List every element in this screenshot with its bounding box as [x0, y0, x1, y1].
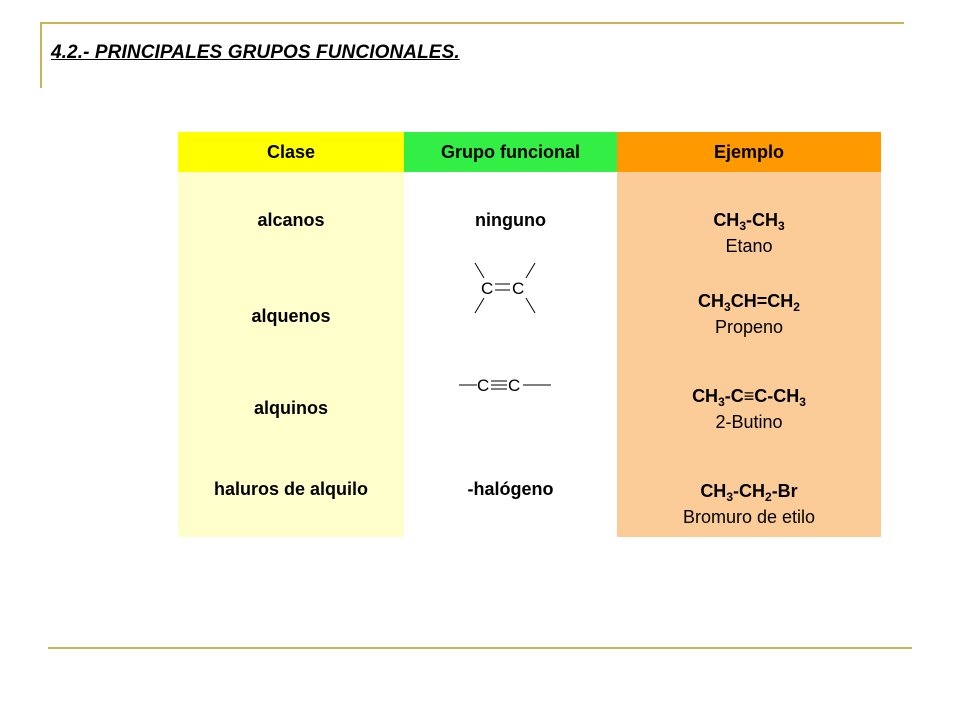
cell-clase-alcanos: alcanos — [257, 210, 325, 230]
column-clase-background — [178, 132, 404, 537]
name-etano: Etano — [725, 236, 773, 256]
atom-c-left: C — [481, 279, 494, 298]
header-clase: Clase — [178, 132, 404, 172]
triple-bond-structure — [455, 370, 555, 400]
header-grupo-funcional: Grupo funcional — [404, 132, 617, 172]
cell-grupo-ninguno: ninguno — [475, 210, 546, 230]
decorative-rule-bottom — [48, 647, 912, 649]
name-bromuro-de-etilo: Bromuro de etilo — [682, 507, 816, 527]
decorative-rule-left — [40, 22, 42, 88]
cell-ejemplo-2-butino — [617, 385, 881, 433]
atom-c-right: C — [512, 279, 525, 298]
header-ejemplo: Ejemplo — [617, 132, 881, 172]
column-grupo-background — [404, 132, 617, 537]
cell-ejemplo-bromuro-de-etilo — [617, 480, 881, 528]
cell-ejemplo-etano — [617, 209, 881, 257]
decorative-rule-top — [40, 22, 904, 24]
formula-propeno: $CH_3CH=CH_2$ — [698, 291, 800, 314]
cell-grupo-halogeno: -halógeno — [467, 479, 554, 499]
name-2-butino: 2-Butino — [715, 412, 783, 432]
cell-clase-alquinos: alquinos — [253, 398, 328, 418]
formula-etano: $CH_3-CH_3$ — [713, 210, 785, 233]
cell-clase-haluros: haluros de alquilo — [213, 479, 369, 499]
formula-bromuro-de-etilo: $CH_3-CH_2-Br$ — [700, 481, 798, 504]
slide-title: 4.2.- PRINCIPALES GRUPOS FUNCIONALES. — [51, 42, 460, 63]
atom-c-right: C — [508, 376, 521, 395]
atom-c-left: C — [477, 376, 490, 395]
cell-ejemplo-propeno — [617, 290, 881, 338]
name-propeno: Propeno — [714, 317, 784, 337]
double-bond-structure — [470, 260, 540, 318]
cell-clase-alquenos: alquenos — [251, 306, 331, 326]
formula-2-butino: $CH_3-C\equiv C-CH_3$ — [692, 386, 806, 409]
